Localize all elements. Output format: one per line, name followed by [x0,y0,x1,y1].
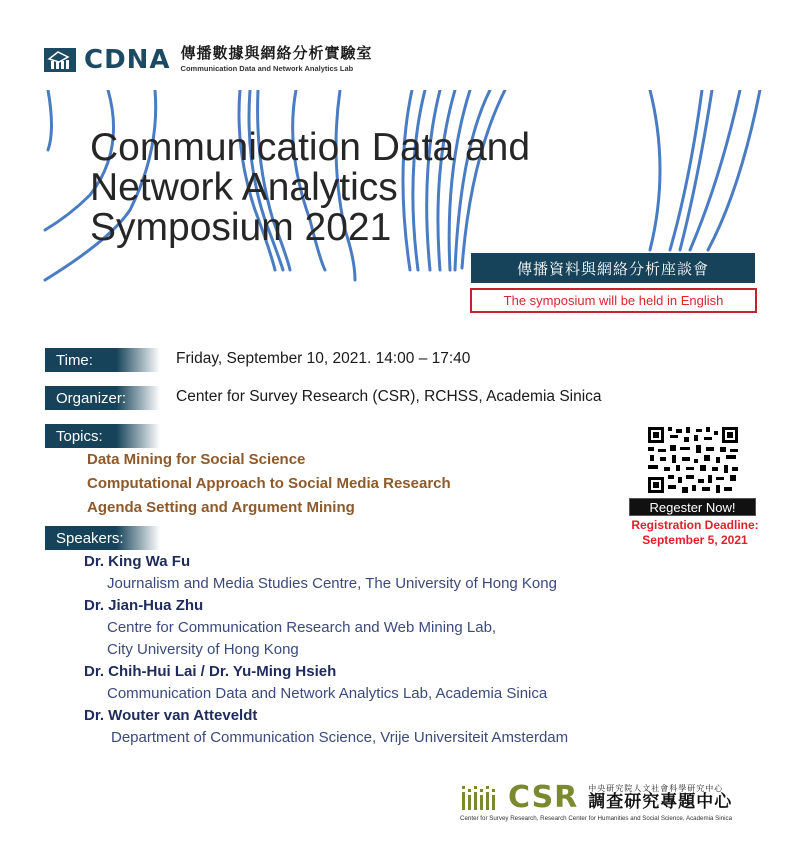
speaker-affiliation: Department of Communication Science, Vrije Universiteit Amsterdam [111,729,569,746]
chinese-title-banner: 傳播資料與網絡分析座談會 [471,253,755,283]
title-line-3: Symposium 2021 [90,206,392,249]
topic-item: Agenda Setting and Argument Mining [87,499,355,516]
speaker-name: Dr. Jian-Hua Zhu [84,597,204,614]
speaker-name: Dr. King Wa Fu [84,553,191,570]
csr-parent-name-zh: 中央研究院人文社會科學研究中心 [588,784,724,793]
time-label: Time: [45,348,160,372]
symposium-title [90,128,530,248]
csr-logo [462,779,733,815]
cdna-building-icon [44,48,76,72]
registration-deadline [620,518,770,548]
csr-name-en: Center for Survey Research, Research Center for Humanities and Social Science, Academia Sinica [460,815,733,822]
speaker-affiliation: Centre for Communication Research and Web Mining Lab, [107,619,497,636]
csr-bars-icon [462,786,498,810]
cdna-name-zh: 傳播數據與網絡分析實驗室 [180,45,373,62]
topic-item: Computational Approach to Social Media Research [87,475,451,492]
deadline-label: Registration Deadline: [631,518,759,532]
time-value: Friday, September 10, 2021. 14:00 – 17:40 [176,350,471,367]
organizer-label: Organizer: [45,386,160,410]
register-now-button[interactable]: Regester Now! [629,498,756,516]
cdna-abbr: CDNA [84,45,171,75]
cdna-logo [44,46,373,74]
speaker-affiliation: Communication Data and Network Analytics Lab, Academia Sinica [107,685,548,702]
deadline-date: September 5, 2021 [642,533,748,547]
speaker-affiliation: City University of Hong Kong [107,641,299,658]
speaker-name: Dr. Wouter van Atteveldt [84,707,258,724]
organizer-value: Center for Survey Research (CSR), RCHSS, Academia Sinica [176,388,602,405]
cdna-name-en: Communication Data and Network Analytics Lab [180,64,354,73]
speaker-name: Dr. Chih-Hui Lai / Dr. Yu-Ming Hsieh [84,663,337,680]
topic-item: Data Mining for Social Science [87,451,306,468]
speaker-affiliation: Journalism and Media Studies Centre, The University of Hong Kong [107,575,557,592]
csr-abbr: CSR [508,779,579,815]
title-line-2: Network Analytics [90,166,398,209]
topics-label: Topics: [45,424,160,448]
title-line-1: Communication Data and [90,126,531,169]
csr-name-zh: 調查研究專題中心 [588,792,733,811]
language-note: The symposium will be held in English [470,288,757,313]
speakers-label: Speakers: [45,526,160,550]
qr-code-icon[interactable] [646,425,740,495]
